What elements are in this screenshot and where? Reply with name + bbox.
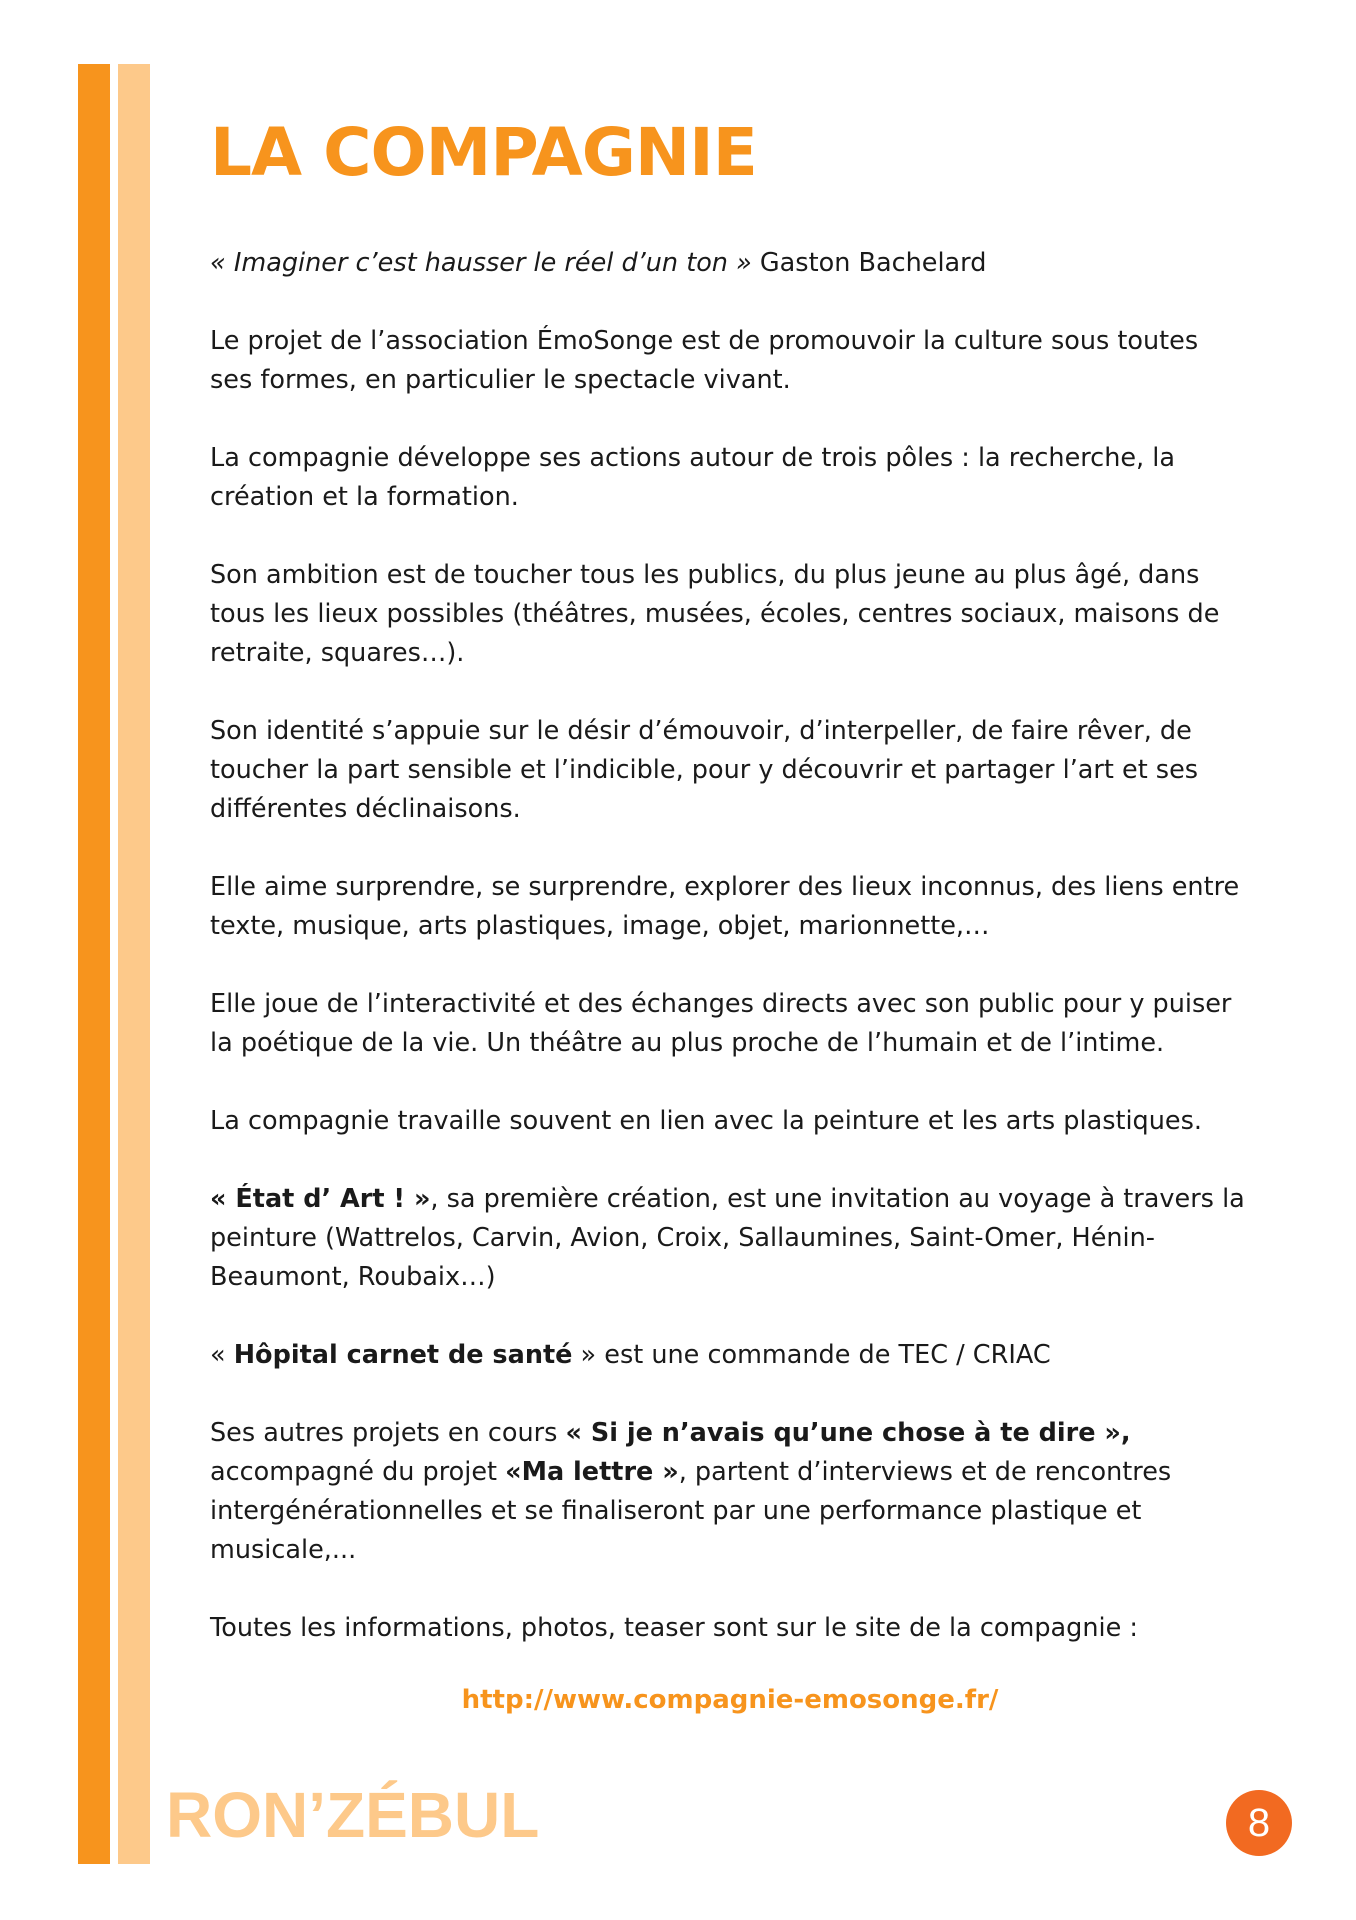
paragraph-identity bbox=[210, 712, 1270, 829]
quote-line bbox=[210, 244, 1270, 283]
paragraph-ambition bbox=[210, 556, 1270, 673]
text-span: , partent d’interviews et de rencontres bbox=[678, 1457, 1172, 1487]
creation-title: « Si je n’avais qu’une chose à te dire », bbox=[565, 1418, 1131, 1448]
text-line: Toutes les informations, photos, teaser sont sur le site de la compagnie : bbox=[210, 1613, 1138, 1643]
text-line: Le projet de l’association ÉmoSonge est de promouvoir la culture sous toutes bbox=[210, 326, 1199, 356]
paragraph-info bbox=[210, 1609, 1270, 1648]
quote-author: Gaston Bachelard bbox=[751, 248, 987, 278]
paragraph-interactivity bbox=[210, 985, 1270, 1063]
left-accent-bar-light bbox=[118, 64, 150, 1864]
creation-title: « État d’ Art ! » bbox=[210, 1184, 431, 1214]
brand-logo-text: RON’ZÉBUL bbox=[166, 1779, 540, 1851]
text-line bbox=[210, 1336, 1270, 1375]
paragraph-etat-dart bbox=[210, 1180, 1270, 1297]
text-line: Elle aime surprendre, se surprendre, explorer des lieux inconnus, des liens entre bbox=[210, 872, 1240, 902]
page-title: LA COMPAGNIE bbox=[210, 114, 757, 191]
creation-title: Hôpital carnet de santé bbox=[233, 1340, 573, 1370]
text-line: Elle joue de l’interactivité et des échanges directs avec son public pour y puiser bbox=[210, 989, 1232, 1019]
text-line: texte, musique, arts plastiques, image, objet, marionnette,… bbox=[210, 911, 990, 941]
text-span: , sa première création, est une invitation au voyage à travers la bbox=[430, 1184, 1245, 1214]
left-accent-bar-dark bbox=[78, 64, 110, 1864]
text-line: création et la formation. bbox=[210, 482, 519, 512]
text-line: La compagnie travaille souvent en lien avec la peinture et les arts plastiques. bbox=[210, 1106, 1202, 1136]
text-line bbox=[210, 1414, 1270, 1453]
quote-paragraph bbox=[210, 244, 1270, 283]
text-line: La compagnie développe ses actions autour de trois pôles : la recherche, la bbox=[210, 443, 1175, 473]
text-span: accompagné du projet bbox=[210, 1457, 506, 1487]
text-line: tous les lieux possibles (théâtres, musées, écoles, centres sociaux, maisons de bbox=[210, 599, 1220, 629]
paragraph-project bbox=[210, 322, 1270, 400]
quote-text: « Imaginer c’est hausser le réel d’un ton » bbox=[210, 248, 752, 278]
text-line: différentes déclinaisons. bbox=[210, 794, 521, 824]
website-link[interactable]: http://www.compagnie-emosonge.fr/ bbox=[461, 1685, 999, 1715]
paragraph-poles bbox=[210, 439, 1270, 517]
text-span: » est une commande de TEC / CRIAC bbox=[572, 1340, 1051, 1370]
text-span: Ses autres projets en cours bbox=[210, 1418, 566, 1448]
text-line: ses formes, en particulier le spectacle vivant. bbox=[210, 365, 791, 395]
text-line: retraite, squares…). bbox=[210, 638, 465, 668]
text-line bbox=[210, 1180, 1270, 1219]
text-line bbox=[210, 1453, 1270, 1492]
paragraph-surprise bbox=[210, 868, 1270, 946]
text-line: la poétique de la vie. Un théâtre au plus proche de l’humain et de l’intime. bbox=[210, 1028, 1165, 1058]
text-line: Son ambition est de toucher tous les publics, du plus jeune au plus âgé, dans bbox=[210, 560, 1200, 590]
text-line: musicale,... bbox=[210, 1535, 357, 1565]
text-line: toucher la part sensible et l’indicible, pour y découvrir et partager l’art et ses bbox=[210, 755, 1199, 785]
creation-title: «Ma lettre » bbox=[505, 1457, 679, 1487]
paragraph-projects bbox=[210, 1414, 1270, 1570]
text-line: peinture (Wattrelos, Carvin, Avion, Croix, Sallaumines, Saint-Omer, Hénin- bbox=[210, 1223, 1156, 1253]
page-number-badge: 8 bbox=[1226, 1790, 1292, 1856]
body-text bbox=[210, 244, 1270, 1687]
text-line: Beaumont, Roubaix…) bbox=[210, 1262, 496, 1292]
paragraph-hopital bbox=[210, 1336, 1270, 1375]
text-line: intergénérationnelles et se finaliseront par une performance plastique et bbox=[210, 1496, 1142, 1526]
text-line: Son identité s’appuie sur le désir d’émouvoir, d’interpeller, de faire rêver, de bbox=[210, 716, 1192, 746]
paragraph-painting bbox=[210, 1102, 1270, 1141]
text-span: « bbox=[210, 1340, 234, 1370]
